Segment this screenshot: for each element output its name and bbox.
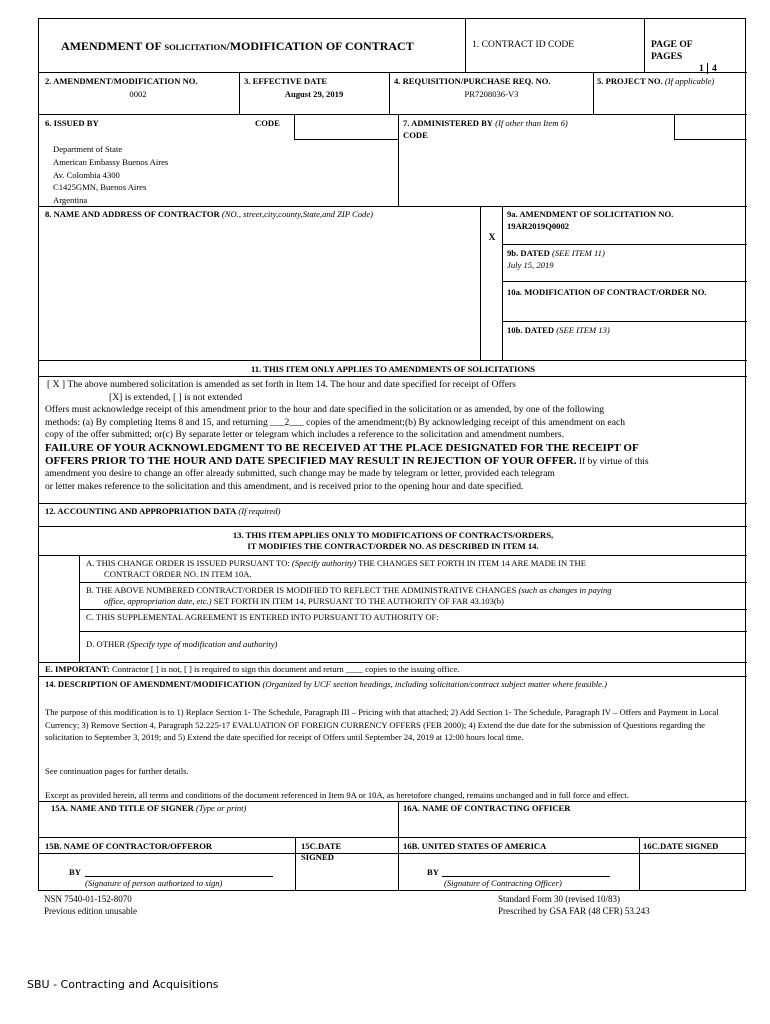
issued-by-label: 6. ISSUED BY [45, 118, 99, 128]
item-11-warning: FAILURE OF YOUR ACKNOWLEDGMENT TO BE RECEIVED AT THE PLACE DESIGNATED FOR THE RECEIPT OF [45, 441, 639, 454]
item-13a-text: A. THIS CHANGE ORDER IS ISSUED PURSUANT TO: (Specify authority) THE CHANGES SET FORTH IN ITEM 14 ARE MADE IN THE CONTRACT ORDER NO. IN ITEM 10A. [86, 558, 586, 579]
address-line: American Embassy Buenos Aires [53, 156, 169, 167]
item-13d-text: D. OTHER (Specify type of modification and authority) [86, 639, 278, 649]
item-9a-value: 19AR2019Q0002 [507, 221, 570, 231]
contractor-label: 8. NAME AND ADDRESS OF CONTRACTOR (NO., street,city,county,State,and ZIP Code) [45, 209, 374, 219]
solicitation-checkbox-mark[interactable]: X [488, 232, 496, 243]
project-no-label: 5. PROJECT NO. (If applicable) [597, 76, 715, 86]
form-title: AMENDMENT OF SOLICITATION/MODIFICATION OF CONTRACT [61, 39, 414, 53]
amendment-no-value: 0002 [129, 89, 147, 99]
nsn-number: NSN 7540-01-152-8070 [44, 894, 132, 904]
item-e-important: E. IMPORTANT: Contractor [ ] is not, [ ] is required to sign this document and return ____ copies to the issuing office. [45, 664, 460, 674]
item-11-line: or letter makes reference to the solicitation and this amendment, and is received prior to the opening hour and date specified. [45, 480, 524, 492]
administered-by-label: 7. ADMINISTERED BY (If other than Item 6) [403, 118, 568, 128]
item-16b-label: 16B. UNITED STATES OF AMERICA [403, 841, 547, 851]
pages-total: 4 [712, 63, 717, 74]
effective-date-label: 3. EFFECTIVE DATE [244, 76, 328, 86]
issuer-address [53, 143, 168, 207]
address-line: Av. Colombia 4300 [53, 169, 120, 180]
item-11-line: [ X ] The above numbered solicitation is amended as set forth in Item 14. The hour and date specified for receipt of Offers [47, 379, 516, 390]
previous-edition: Previous edition unusable [44, 906, 137, 916]
item-11-line: methods: (a) By completing Items 8 and 15, and returning ___2___ copies of the amendment;(b) By acknowledging receipt of this amendment on each [45, 416, 626, 428]
item-9b-value: July 15, 2019 [507, 260, 554, 270]
item-15c-label: 15C.DATE SIGNED [301, 841, 342, 862]
item-14-purpose: The purpose of this modification is to 1) Replace Section 1- The Schedule, Paragraph III – Pricing with that attached; 2) Add Section 1- The Schedule, Paragraph IV – Offers and Payment in Local Currency; 3) Remove Section 4, Paragraph 52.225-17 EVALUATION OF FOREIGN CURRENCY OFFERS (FEB 2000); 4) Extend the due date for the submission of Questions regarding the solicitation to September 3, 2019; and 5) Extend the date specified for receipt of Offers until September 24, 2019 at 12:00 hours local time. [45, 707, 719, 743]
item-11-body [45, 379, 745, 493]
item-14-except: Except as provided herein, all terms and conditions of the document referenced in Item 9A or 10A, as heretofore changed, remains unchanged and in full force and effect. [45, 790, 629, 800]
contractor-signature-line[interactable] [85, 876, 273, 877]
issued-by-code-label: CODE [255, 118, 280, 128]
address-line: Department of State [53, 144, 123, 154]
item-9a-label: 9a. AMENDMENT OF SOLICITATION NO. [507, 209, 674, 219]
page-number: 1 [699, 63, 704, 74]
standard-form: Standard Form 30 (revised 10/83) [498, 894, 620, 904]
item-15b-label: 15B. NAME OF CONTRACTOR/OFFEROR [45, 841, 213, 851]
address-line: C1425GMN, Buenos Aires [53, 182, 147, 193]
officer-signature-line[interactable] [442, 876, 610, 877]
contract-id-label: 1. CONTRACT ID CODE [472, 39, 575, 50]
page-of-label: PAGE OF [651, 39, 693, 50]
item-16c-label: 16C.DATE SIGNED [643, 841, 719, 851]
sbu-footer: SBU - Contracting and Acquisitions [27, 978, 219, 991]
pages-label: PAGES [651, 51, 683, 62]
administered-code-label: CODE [403, 130, 428, 140]
amendment-no-label: 2. AMENDMENT/MODIFICATION NO. [45, 76, 198, 86]
address-line: Argentina [53, 195, 88, 206]
by-label-officer: BY [427, 867, 439, 877]
item-11-warning-line: OFFERS PRIOR TO THE HOUR AND DATE SPECIFIED MAY RESULT IN REJECTION OF YOUR OFFER. If by virtue of this [45, 454, 649, 467]
item-13c-text: C. THIS SUPPLEMENTAL AGREEMENT IS ENTERED INTO PURSUANT TO AUTHORITY OF: [86, 612, 439, 622]
item-10a-label: 10a. MODIFICATION OF CONTRACT/ORDER NO. [507, 287, 707, 297]
item-10b-label: 10b. DATED (SEE ITEM 13) [507, 325, 610, 335]
item-12-label: 12. ACCOUNTING AND APPROPRIATION DATA (If required) [45, 506, 281, 516]
officer-signature-hint: (Signature of Contracting Officer) [444, 878, 562, 888]
gsa-prescribed: Prescribed by GSA FAR (48 CFR) 53.243 [498, 906, 650, 916]
item-11-line: amendment you desire to change an offer already submitted, such change may be made by telegram or letter, provided each telegram [45, 468, 555, 479]
item-9b-label: 9b. DATED (SEE ITEM 11) [507, 248, 605, 258]
requisition-value: PR7208036-V3 [464, 89, 519, 99]
item-16a-label: 16A. NAME OF CONTRACTING OFFICER [403, 803, 571, 813]
item-14-label: 14. DESCRIPTION OF AMENDMENT/MODIFICATION (Organized by UCF section headings, including solicitation/contract subject matter where feasible.) [45, 679, 607, 689]
item-13-heading: 13. THIS ITEM APPLIES ONLY TO MODIFICATIONS OF CONTRACTS/ORDERS, IT MODIFIES THE CONTRACT/ORDER NO. AS DESCRIBED IN ITEM 14. [232, 530, 554, 551]
by-label-contractor: BY [69, 867, 81, 877]
item-11-line: [X] is extended, [ ] is not extended [109, 391, 243, 403]
item-11-heading: 11. THIS ITEM ONLY APPLIES TO AMENDMENTS OF SOLICITATIONS [250, 364, 536, 374]
contractor-signature-hint: (Signature of person authorized to sign) [85, 878, 223, 888]
item-11-line: Offers must acknowledge receipt of this amendment prior to the hour and date specified in the solicitation or as amended, by one of the following [45, 404, 605, 415]
item-13b-text: B. THE ABOVE NUMBERED CONTRACT/ORDER IS MODIFIED TO REFLECT THE ADMINISTRATIVE CHANGES (such as changes in paying office, appropriation date, etc.) SET FORTH IN ITEM 14, PURSUANT TO THE AUTHORITY OF FAR 43.103(b) [86, 585, 612, 606]
item-11-line: copy of the offer submitted; or(c) By separate letter or telegram which includes a reference to the solicitation and amendment numbers. [45, 429, 565, 440]
item-15a-label: 15A. NAME AND TITLE OF SIGNER (Type or print) [51, 803, 247, 813]
requisition-label: 4. REQUISITION/PURCHASE REQ. NO. [394, 76, 551, 86]
administered-code-box[interactable] [674, 114, 747, 140]
item-14-continuation: See continuation pages for further details. [45, 766, 189, 776]
issued-by-code-box[interactable] [294, 114, 398, 140]
sf30-form [38, 18, 746, 888]
effective-date-value: August 29, 2019 [284, 89, 344, 99]
